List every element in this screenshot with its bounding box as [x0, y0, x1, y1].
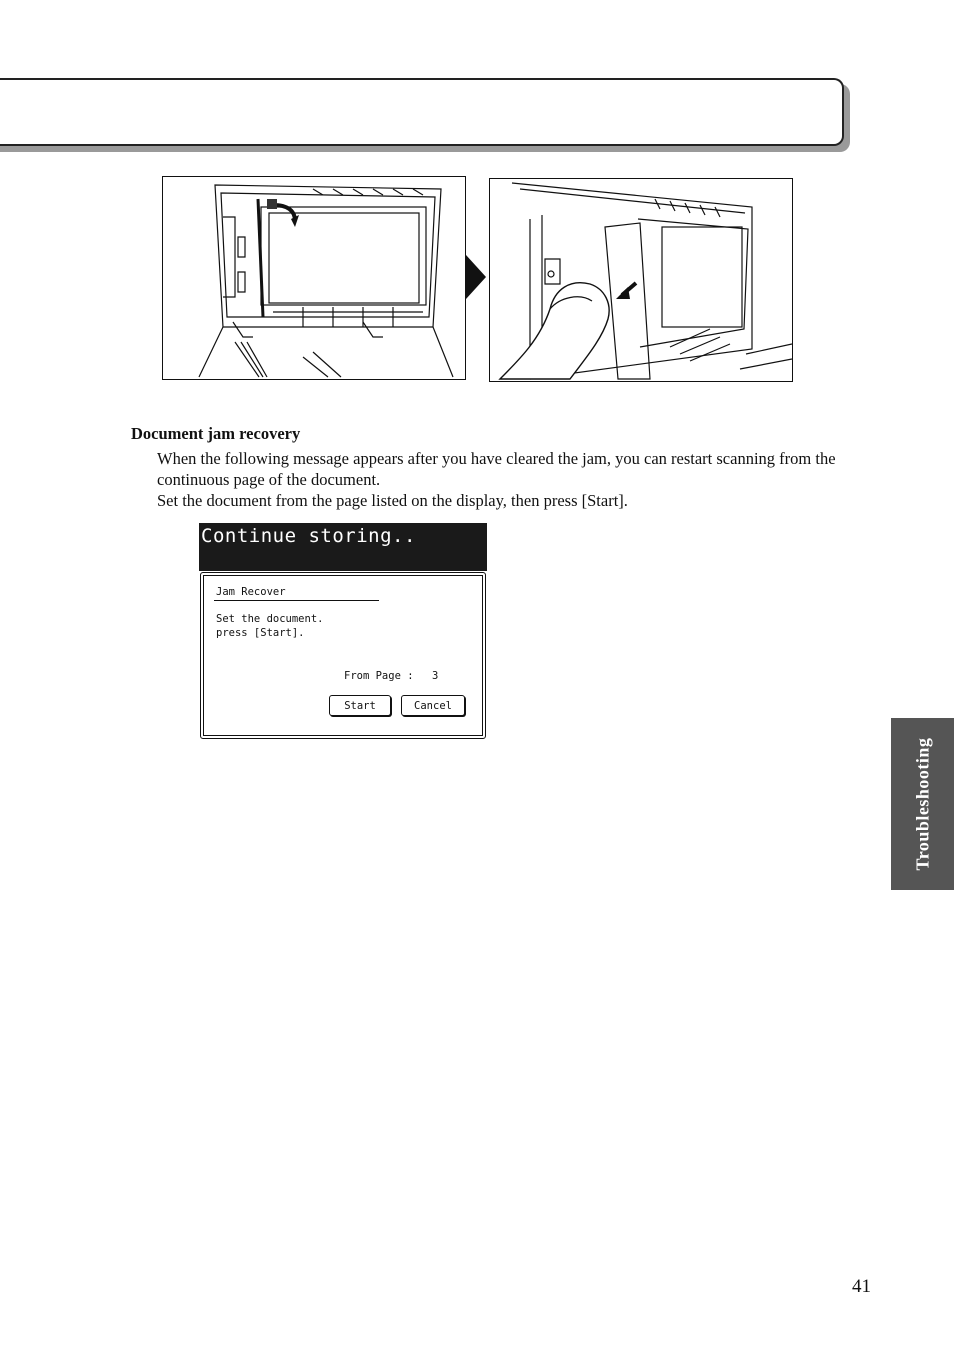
lcd-header: Continue storing..	[199, 523, 487, 571]
lcd-display	[199, 523, 487, 740]
next-step-arrow-icon	[466, 255, 486, 299]
from-page-value: 3	[432, 670, 439, 682]
illustration-document-feeder-open	[163, 177, 465, 379]
illustration-removing-jammed-paper	[490, 179, 792, 381]
section-title: Document jam recovery	[131, 424, 301, 443]
jam-recover-dialog	[200, 572, 486, 739]
body-paragraph-1: When the following message appears after you have cleared the jam, you can restart scanning from the continuous page of the document.	[157, 449, 836, 489]
cancel-button[interactable]: Cancel	[401, 695, 465, 716]
side-tab-label: Troubleshooting	[912, 737, 932, 871]
body-paragraph-2: Set the document from the page listed on the display, then press [Start].	[157, 491, 628, 510]
page-number: 41	[852, 1276, 871, 1297]
chapter-side-tab	[891, 718, 954, 890]
from-page-label: From Page :	[344, 670, 414, 682]
start-button[interactable]: Start	[329, 695, 391, 716]
dialog-title: Jam Recover	[216, 586, 286, 598]
message-line-1: Set the document.	[216, 613, 324, 625]
section-body	[157, 448, 837, 511]
chapter-header-bar	[0, 78, 844, 146]
message-line-2: press [Start].	[216, 627, 305, 639]
figure-remove-paper	[489, 178, 793, 382]
figure-open-cover	[162, 176, 466, 380]
dialog-title-underline	[214, 600, 379, 601]
